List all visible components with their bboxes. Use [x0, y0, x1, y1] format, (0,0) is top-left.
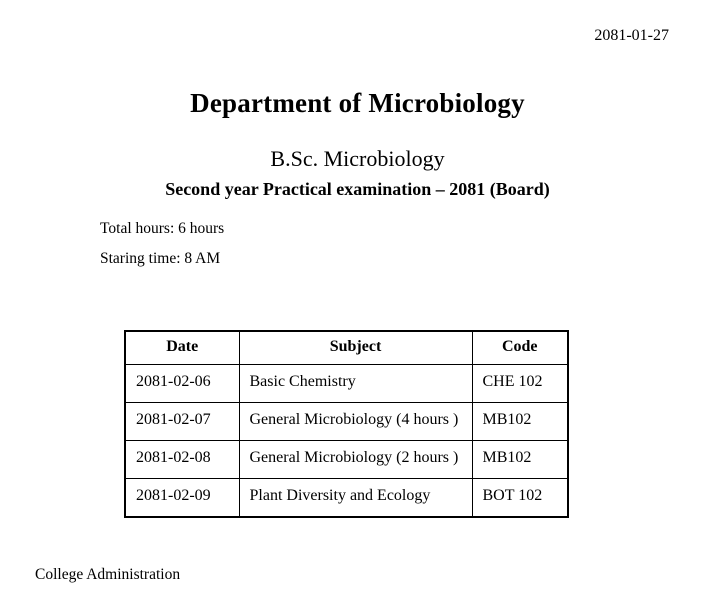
code-cell: BOT 102	[472, 479, 568, 518]
page-title: Department of Microbiology	[190, 88, 525, 118]
subject-cell: General Microbiology (4 hours )	[239, 403, 472, 441]
date-cell: 2081-02-09	[125, 479, 239, 518]
date-cell: 2081-02-08	[125, 441, 239, 479]
degree-line: B.Sc. Microbiology	[270, 146, 445, 171]
footer-signature: College Administration	[35, 566, 181, 583]
table-row	[125, 403, 568, 441]
document-date: 2081-01-27	[594, 27, 669, 44]
exam-title-line: Second year Practical examination – 2081 (Board)	[165, 179, 550, 199]
date-cell: 2081-02-06	[125, 365, 239, 403]
subject-cell: Basic Chemistry	[239, 365, 472, 403]
subject-cell: General Microbiology (2 hours )	[239, 441, 472, 479]
start-time-line: Staring time: 8 AM	[100, 250, 221, 267]
subject-cell: Plant Diversity and Ecology	[239, 479, 472, 518]
exam-schedule-table	[124, 330, 569, 518]
table-header-code: Code	[472, 331, 568, 365]
table-row	[125, 479, 568, 518]
total-hours-line: Total hours: 6 hours	[100, 220, 225, 237]
table-header-row	[125, 331, 568, 365]
date-cell: 2081-02-07	[125, 403, 239, 441]
table-row	[125, 365, 568, 403]
table-header-subject: Subject	[239, 331, 472, 365]
table-row	[125, 441, 568, 479]
code-cell: CHE 102	[472, 365, 568, 403]
code-cell: MB102	[472, 441, 568, 479]
code-cell: MB102	[472, 403, 568, 441]
table-header-date: Date	[125, 331, 239, 365]
